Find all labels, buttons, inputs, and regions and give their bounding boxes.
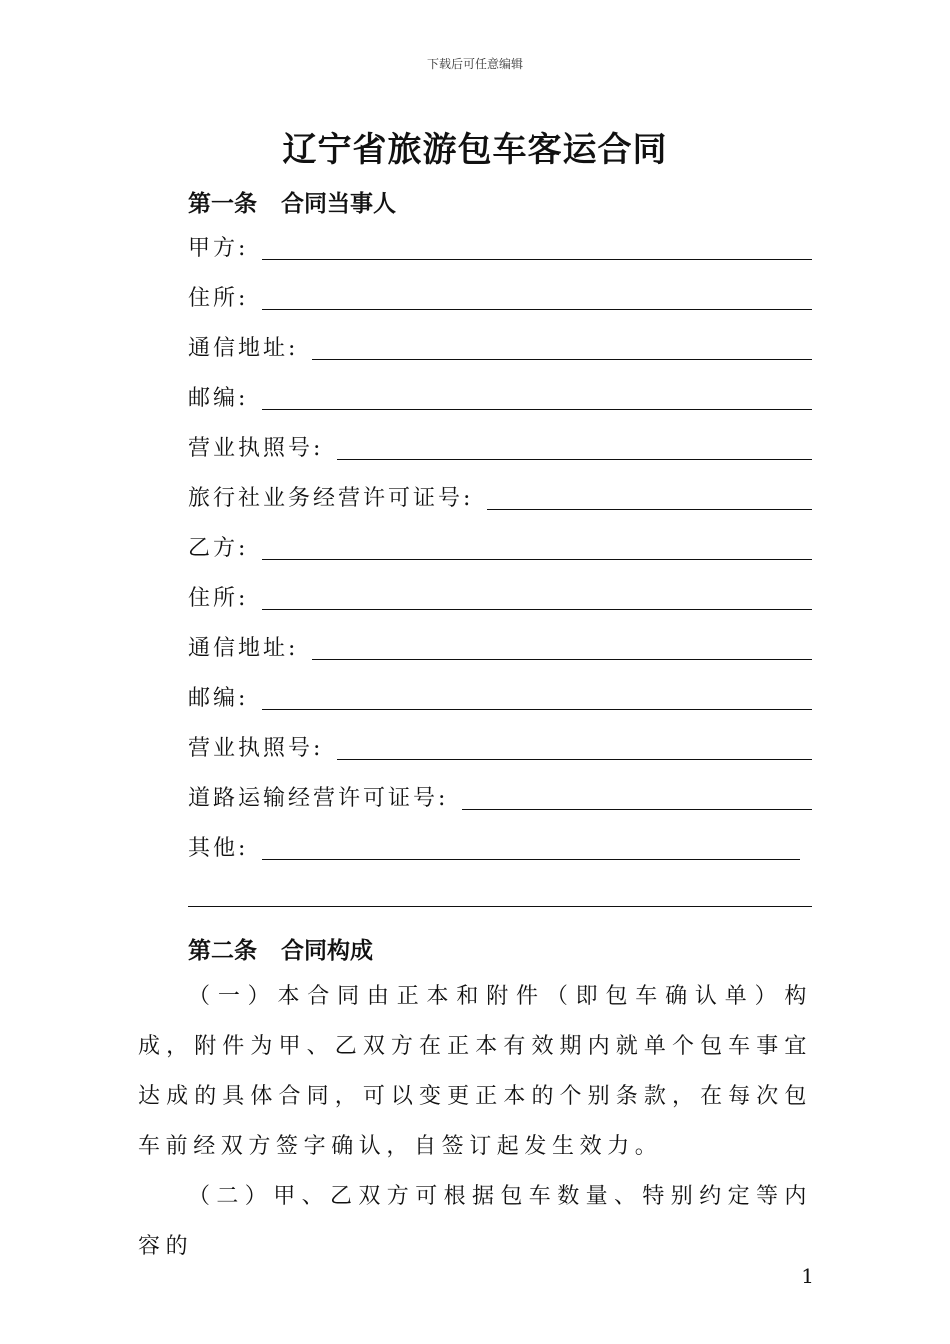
field-label: 甲方:	[188, 236, 249, 261]
field-other[interactable]	[188, 830, 800, 864]
blank-line[interactable]	[487, 509, 812, 510]
field-party-a-postcode[interactable]	[188, 380, 812, 414]
field-label: 住所:	[188, 286, 249, 311]
article-1-number: 第一条	[188, 191, 257, 217]
document-title: 辽宁省旅游包车客运合同	[282, 130, 668, 170]
article-2-number: 第二条	[188, 938, 257, 964]
paragraph-1	[138, 972, 812, 1172]
article-2-heading	[188, 932, 373, 965]
field-label: 营业执照号:	[188, 736, 324, 761]
blank-line[interactable]	[337, 759, 812, 760]
paragraph-text: （二）甲、乙双方可根据包车数量、特别约定等内容的	[138, 1184, 812, 1259]
field-party-a-address[interactable]	[188, 280, 812, 314]
field-party-a-license[interactable]	[188, 430, 812, 464]
blank-line[interactable]	[337, 459, 812, 460]
field-party-b-postcode[interactable]	[188, 680, 812, 714]
blank-line[interactable]	[262, 609, 812, 610]
blank-line[interactable]	[312, 659, 812, 660]
page-header: 下载后可任意编辑	[426, 57, 523, 71]
article-1-title: 合同当事人	[281, 191, 396, 217]
page-number: 1	[801, 1264, 814, 1288]
paragraph-text: （一）本合同由正本和附件（即包车确认单）构成，附件为甲、乙双方在正本有效期内就单个包车事宜达成的具体合同，可以变更正本的个别条款，在每次包车前经双方签字确认，自签订起发生效力。	[138, 984, 812, 1159]
field-road-transport-permit[interactable]	[188, 780, 812, 814]
blank-line[interactable]	[262, 309, 812, 310]
field-label: 旅行社业务经营许可证号:	[188, 486, 474, 511]
field-label: 通信地址:	[188, 336, 299, 361]
field-party-a-mailing-address[interactable]	[188, 330, 812, 364]
article-2-title: 合同构成	[281, 938, 373, 964]
field-party-b[interactable]	[188, 530, 812, 564]
article-1-heading	[188, 185, 396, 218]
field-party-b-license[interactable]	[188, 730, 812, 764]
paragraph-2	[138, 1172, 812, 1272]
blank-line-full[interactable]	[188, 906, 812, 907]
blank-line[interactable]	[262, 709, 812, 710]
field-label: 住所:	[188, 586, 249, 611]
field-party-b-address[interactable]	[188, 580, 812, 614]
field-label: 邮编:	[188, 386, 249, 411]
field-label: 乙方:	[188, 536, 249, 561]
blank-line[interactable]	[262, 559, 812, 560]
blank-line[interactable]	[262, 859, 800, 860]
field-party-b-mailing-address[interactable]	[188, 630, 812, 664]
field-party-a[interactable]	[188, 230, 812, 264]
field-label: 道路运输经营许可证号:	[188, 786, 449, 811]
field-label: 邮编:	[188, 686, 249, 711]
blank-line[interactable]	[262, 259, 812, 260]
field-travel-agency-permit[interactable]	[188, 480, 812, 514]
blank-line[interactable]	[262, 409, 812, 410]
field-label: 其他:	[188, 836, 249, 861]
field-label: 营业执照号:	[188, 436, 324, 461]
blank-line[interactable]	[312, 359, 812, 360]
blank-line[interactable]	[462, 809, 812, 810]
field-label: 通信地址:	[188, 636, 299, 661]
